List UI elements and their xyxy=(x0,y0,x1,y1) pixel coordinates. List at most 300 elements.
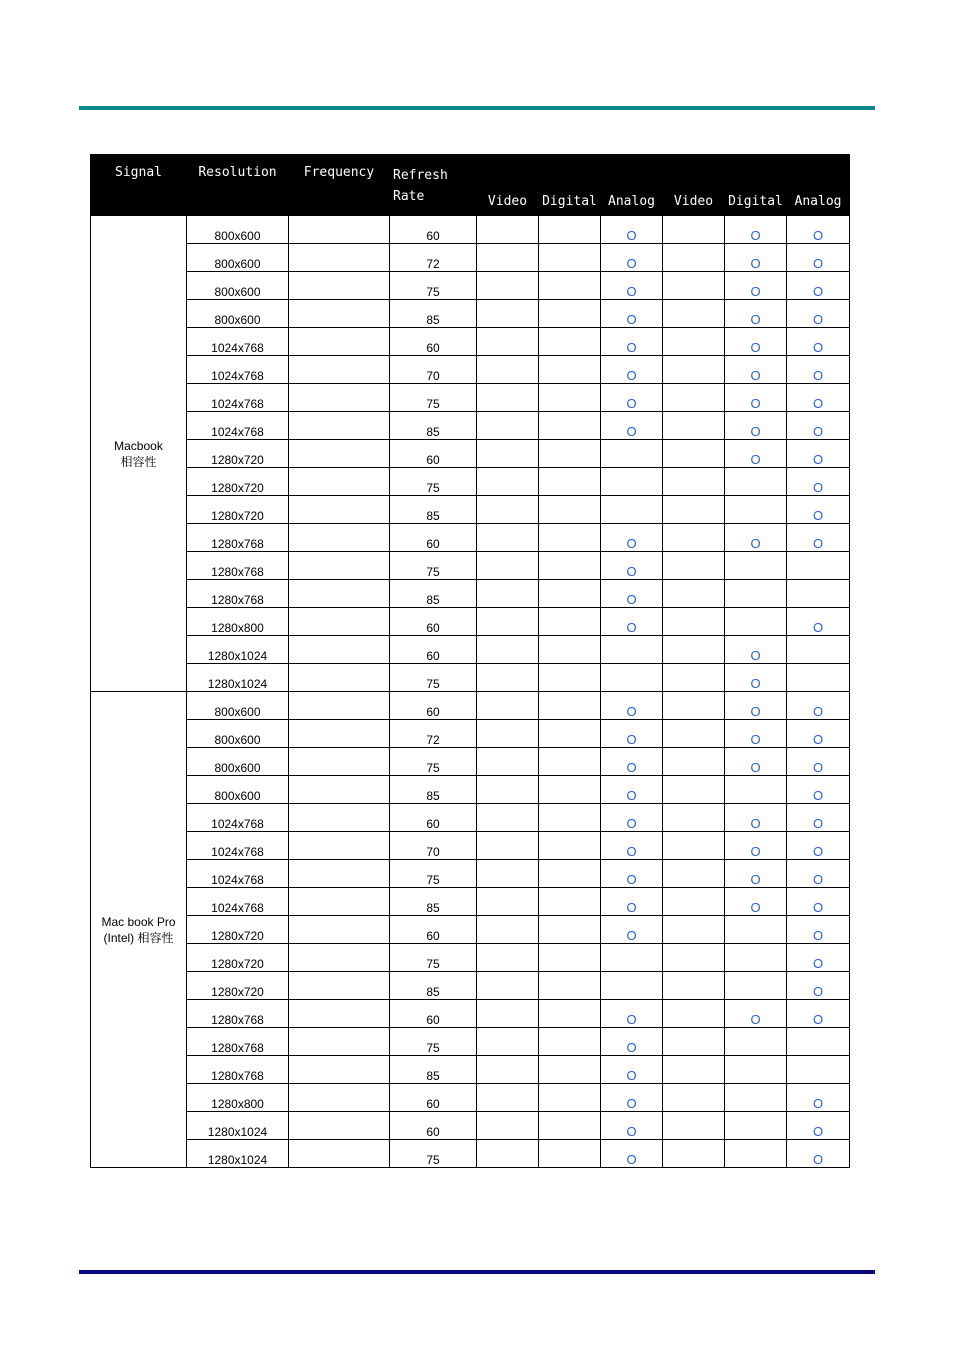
resolution-cell: 800x600 xyxy=(187,692,289,720)
analog-2-supported-mark: O xyxy=(787,1112,850,1140)
video-1-cell xyxy=(477,440,539,468)
video-2-cell xyxy=(663,328,725,356)
digital-2-supported-mark: O xyxy=(725,832,787,860)
digital-1-cell xyxy=(539,552,601,580)
resolution-cell: 1280x768 xyxy=(187,524,289,552)
frequency-cell xyxy=(289,356,390,384)
video-1-cell xyxy=(477,1056,539,1084)
video-2-cell xyxy=(663,580,725,608)
video-2-cell xyxy=(663,636,725,664)
analog-2-supported-mark: O xyxy=(787,804,850,832)
video-2-cell xyxy=(663,1112,725,1140)
refresh-rate-cell: 75 xyxy=(390,384,477,412)
analog-2-supported-mark: O xyxy=(787,832,850,860)
analog-2-cell xyxy=(787,636,850,664)
video-2-cell xyxy=(663,440,725,468)
analog-1-supported-mark: O xyxy=(601,1084,663,1112)
analog-1-supported-mark: O xyxy=(601,1028,663,1056)
digital-2-supported-mark: O xyxy=(725,804,787,832)
video-2-cell xyxy=(663,412,725,440)
analog-2-supported-mark: O xyxy=(787,860,850,888)
digital-2-cell xyxy=(725,1112,787,1140)
refresh-rate-cell: 60 xyxy=(390,1084,477,1112)
digital-1-cell xyxy=(539,944,601,972)
analog-2-supported-mark: O xyxy=(787,468,850,496)
digital-1-cell xyxy=(539,692,601,720)
analog-1-cell xyxy=(601,944,663,972)
video-2-cell xyxy=(663,524,725,552)
video-1-cell xyxy=(477,468,539,496)
digital-1-cell xyxy=(539,384,601,412)
digital-2-supported-mark: O xyxy=(725,860,787,888)
analog-1-supported-mark: O xyxy=(601,244,663,272)
digital-1-cell xyxy=(539,832,601,860)
video-2-cell xyxy=(663,608,725,636)
video-1-cell xyxy=(477,524,539,552)
analog-1-supported-mark: O xyxy=(601,692,663,720)
resolution-cell: 1024x768 xyxy=(187,356,289,384)
digital-1-cell xyxy=(539,720,601,748)
video-1-cell xyxy=(477,888,539,916)
video-1-cell xyxy=(477,384,539,412)
table-row xyxy=(91,580,850,608)
compatibility-table xyxy=(90,154,850,1168)
table-row xyxy=(91,216,850,244)
analog-2-cell xyxy=(787,552,850,580)
video-1-cell xyxy=(477,608,539,636)
resolution-cell: 1280x720 xyxy=(187,916,289,944)
resolution-cell: 1024x768 xyxy=(187,832,289,860)
analog-1-cell xyxy=(601,468,663,496)
digital-1-cell xyxy=(539,440,601,468)
video-1-cell xyxy=(477,244,539,272)
refresh-rate-cell: 85 xyxy=(390,412,477,440)
analog-2-supported-mark: O xyxy=(787,356,850,384)
frequency-cell xyxy=(289,468,390,496)
refresh-rate-cell: 75 xyxy=(390,1140,477,1168)
video-1-cell xyxy=(477,1084,539,1112)
video-1-cell xyxy=(477,552,539,580)
resolution-cell: 800x600 xyxy=(187,216,289,244)
table-row xyxy=(91,244,850,272)
video-2-cell xyxy=(663,356,725,384)
analog-1-supported-mark: O xyxy=(601,776,663,804)
digital-2-cell xyxy=(725,1140,787,1168)
analog-1-supported-mark: O xyxy=(601,804,663,832)
table-row xyxy=(91,1112,850,1140)
refresh-rate-cell: 60 xyxy=(390,524,477,552)
refresh-rate-cell: 60 xyxy=(390,216,477,244)
frequency-cell xyxy=(289,1112,390,1140)
analog-1-supported-mark: O xyxy=(601,1112,663,1140)
analog-1-supported-mark: O xyxy=(601,272,663,300)
table-row xyxy=(91,412,850,440)
header-digital-2: Digital xyxy=(725,155,787,216)
frequency-cell xyxy=(289,216,390,244)
analog-2-supported-mark: O xyxy=(787,244,850,272)
frequency-cell xyxy=(289,664,390,692)
video-1-cell xyxy=(477,496,539,524)
digital-1-cell xyxy=(539,1112,601,1140)
table-row xyxy=(91,1056,850,1084)
refresh-rate-cell: 72 xyxy=(390,244,477,272)
video-2-cell xyxy=(663,664,725,692)
analog-1-cell xyxy=(601,664,663,692)
table-row xyxy=(91,1028,850,1056)
refresh-rate-cell: 60 xyxy=(390,440,477,468)
digital-2-cell xyxy=(725,1084,787,1112)
video-2-cell xyxy=(663,720,725,748)
digital-2-supported-mark: O xyxy=(725,412,787,440)
resolution-cell: 800x600 xyxy=(187,272,289,300)
analog-1-supported-mark: O xyxy=(601,860,663,888)
analog-2-supported-mark: O xyxy=(787,916,850,944)
digital-1-cell xyxy=(539,468,601,496)
analog-2-supported-mark: O xyxy=(787,1084,850,1112)
digital-1-cell xyxy=(539,916,601,944)
video-2-cell xyxy=(663,552,725,580)
table-row xyxy=(91,916,850,944)
analog-2-supported-mark: O xyxy=(787,776,850,804)
video-2-cell xyxy=(663,776,725,804)
analog-1-cell xyxy=(601,972,663,1000)
analog-2-supported-mark: O xyxy=(787,300,850,328)
table-row xyxy=(91,552,850,580)
digital-2-cell xyxy=(725,1028,787,1056)
analog-2-supported-mark: O xyxy=(787,412,850,440)
analog-1-supported-mark: O xyxy=(601,356,663,384)
frequency-cell xyxy=(289,524,390,552)
digital-1-cell xyxy=(539,860,601,888)
video-2-cell xyxy=(663,468,725,496)
frequency-cell xyxy=(289,860,390,888)
digital-2-supported-mark: O xyxy=(725,692,787,720)
frequency-cell xyxy=(289,552,390,580)
frequency-cell xyxy=(289,888,390,916)
header-analog-2: Analog xyxy=(787,155,850,216)
frequency-cell xyxy=(289,832,390,860)
analog-2-supported-mark: O xyxy=(787,216,850,244)
frequency-cell xyxy=(289,972,390,1000)
analog-1-supported-mark: O xyxy=(601,608,663,636)
analog-1-supported-mark: O xyxy=(601,216,663,244)
frequency-cell xyxy=(289,720,390,748)
refresh-rate-cell: 75 xyxy=(390,272,477,300)
header-signal: Signal xyxy=(91,155,187,216)
analog-1-supported-mark: O xyxy=(601,524,663,552)
table-row xyxy=(91,608,850,636)
digital-2-supported-mark: O xyxy=(725,524,787,552)
analog-1-supported-mark: O xyxy=(601,748,663,776)
digital-1-cell xyxy=(539,1056,601,1084)
video-2-cell xyxy=(663,804,725,832)
table-row xyxy=(91,1000,850,1028)
frequency-cell xyxy=(289,776,390,804)
analog-2-supported-mark: O xyxy=(787,944,850,972)
refresh-rate-cell: 85 xyxy=(390,888,477,916)
digital-2-cell xyxy=(725,468,787,496)
analog-2-supported-mark: O xyxy=(787,748,850,776)
table-row xyxy=(91,1084,850,1112)
table-row xyxy=(91,664,850,692)
video-2-cell xyxy=(663,888,725,916)
video-2-cell xyxy=(663,1056,725,1084)
frequency-cell xyxy=(289,272,390,300)
footer-rule xyxy=(79,1270,875,1274)
digital-1-cell xyxy=(539,608,601,636)
header-refresh-rate: Refresh Rate xyxy=(390,155,477,216)
refresh-rate-cell: 85 xyxy=(390,972,477,1000)
refresh-rate-cell: 75 xyxy=(390,1028,477,1056)
table-row xyxy=(91,1140,850,1168)
video-2-cell xyxy=(663,272,725,300)
analog-1-supported-mark: O xyxy=(601,580,663,608)
digital-2-supported-mark: O xyxy=(725,244,787,272)
video-2-cell xyxy=(663,244,725,272)
frequency-cell xyxy=(289,636,390,664)
frequency-cell xyxy=(289,1140,390,1168)
header-resolution: Resolution xyxy=(187,155,289,216)
analog-2-cell xyxy=(787,580,850,608)
video-2-cell xyxy=(663,692,725,720)
digital-1-cell xyxy=(539,748,601,776)
header-frequency: Frequency xyxy=(289,155,390,216)
table-row xyxy=(91,384,850,412)
frequency-cell xyxy=(289,1084,390,1112)
resolution-cell: 1280x720 xyxy=(187,972,289,1000)
video-2-cell xyxy=(663,748,725,776)
frequency-cell xyxy=(289,748,390,776)
digital-1-cell xyxy=(539,1028,601,1056)
table-row xyxy=(91,748,850,776)
table-row xyxy=(91,832,850,860)
analog-1-supported-mark: O xyxy=(601,1000,663,1028)
refresh-rate-cell: 85 xyxy=(390,776,477,804)
table-row xyxy=(91,860,850,888)
refresh-rate-cell: 70 xyxy=(390,832,477,860)
video-1-cell xyxy=(477,1028,539,1056)
analog-1-cell xyxy=(601,636,663,664)
resolution-cell: 1280x1024 xyxy=(187,1140,289,1168)
analog-2-supported-mark: O xyxy=(787,496,850,524)
digital-1-cell xyxy=(539,664,601,692)
video-1-cell xyxy=(477,860,539,888)
resolution-cell: 1280x1024 xyxy=(187,636,289,664)
refresh-rate-cell: 85 xyxy=(390,300,477,328)
analog-2-supported-mark: O xyxy=(787,384,850,412)
video-2-cell xyxy=(663,944,725,972)
table-row xyxy=(91,972,850,1000)
video-2-cell xyxy=(663,860,725,888)
digital-1-cell xyxy=(539,776,601,804)
digital-1-cell xyxy=(539,888,601,916)
analog-1-supported-mark: O xyxy=(601,916,663,944)
analog-2-supported-mark: O xyxy=(787,720,850,748)
refresh-rate-cell: 85 xyxy=(390,580,477,608)
table-row xyxy=(91,720,850,748)
refresh-rate-cell: 85 xyxy=(390,496,477,524)
video-1-cell xyxy=(477,916,539,944)
analog-2-supported-mark: O xyxy=(787,608,850,636)
resolution-cell: 1024x768 xyxy=(187,412,289,440)
header-analog-1: Analog xyxy=(601,155,663,216)
digital-1-cell xyxy=(539,1084,601,1112)
video-1-cell xyxy=(477,580,539,608)
frequency-cell xyxy=(289,1028,390,1056)
table-row xyxy=(91,804,850,832)
frequency-cell xyxy=(289,1056,390,1084)
frequency-cell xyxy=(289,608,390,636)
resolution-cell: 1280x768 xyxy=(187,1000,289,1028)
resolution-cell: 1280x768 xyxy=(187,552,289,580)
frequency-cell xyxy=(289,580,390,608)
digital-2-supported-mark: O xyxy=(725,636,787,664)
frequency-cell xyxy=(289,944,390,972)
refresh-rate-cell: 75 xyxy=(390,748,477,776)
analog-2-supported-mark: O xyxy=(787,1000,850,1028)
video-2-cell xyxy=(663,972,725,1000)
digital-1-cell xyxy=(539,328,601,356)
refresh-rate-cell: 75 xyxy=(390,664,477,692)
frequency-cell xyxy=(289,1000,390,1028)
resolution-cell: 800x600 xyxy=(187,300,289,328)
video-1-cell xyxy=(477,1000,539,1028)
video-1-cell xyxy=(477,748,539,776)
analog-2-supported-mark: O xyxy=(787,692,850,720)
digital-2-supported-mark: O xyxy=(725,384,787,412)
digital-1-cell xyxy=(539,1000,601,1028)
video-1-cell xyxy=(477,832,539,860)
resolution-cell: 1280x768 xyxy=(187,1028,289,1056)
video-1-cell xyxy=(477,356,539,384)
digital-1-cell xyxy=(539,216,601,244)
refresh-rate-cell: 75 xyxy=(390,468,477,496)
analog-1-supported-mark: O xyxy=(601,1140,663,1168)
analog-2-supported-mark: O xyxy=(787,440,850,468)
resolution-cell: 1280x1024 xyxy=(187,1112,289,1140)
resolution-cell: 800x600 xyxy=(187,720,289,748)
refresh-rate-cell: 75 xyxy=(390,860,477,888)
analog-2-supported-mark: O xyxy=(787,1140,850,1168)
video-1-cell xyxy=(477,804,539,832)
digital-1-cell xyxy=(539,356,601,384)
digital-2-cell xyxy=(725,552,787,580)
analog-1-supported-mark: O xyxy=(601,412,663,440)
refresh-rate-cell: 75 xyxy=(390,552,477,580)
resolution-cell: 1280x768 xyxy=(187,1056,289,1084)
resolution-cell: 800x600 xyxy=(187,244,289,272)
analog-1-supported-mark: O xyxy=(601,384,663,412)
digital-2-supported-mark: O xyxy=(725,888,787,916)
table-row xyxy=(91,496,850,524)
refresh-rate-cell: 60 xyxy=(390,1112,477,1140)
resolution-cell: 800x600 xyxy=(187,748,289,776)
video-1-cell xyxy=(477,300,539,328)
header-video-1: Video xyxy=(477,155,539,216)
table-row xyxy=(91,776,850,804)
digital-2-supported-mark: O xyxy=(725,272,787,300)
digital-2-cell xyxy=(725,916,787,944)
analog-2-supported-mark: O xyxy=(787,888,850,916)
refresh-rate-cell: 60 xyxy=(390,692,477,720)
frequency-cell xyxy=(289,300,390,328)
video-2-cell xyxy=(663,384,725,412)
digital-1-cell xyxy=(539,524,601,552)
video-1-cell xyxy=(477,412,539,440)
video-1-cell xyxy=(477,1140,539,1168)
video-1-cell xyxy=(477,1112,539,1140)
video-1-cell xyxy=(477,944,539,972)
digital-1-cell xyxy=(539,972,601,1000)
frequency-cell xyxy=(289,412,390,440)
frequency-cell xyxy=(289,692,390,720)
resolution-cell: 1280x1024 xyxy=(187,664,289,692)
digital-1-cell xyxy=(539,804,601,832)
refresh-rate-cell: 60 xyxy=(390,636,477,664)
digital-2-cell xyxy=(725,496,787,524)
video-1-cell xyxy=(477,328,539,356)
digital-1-cell xyxy=(539,636,601,664)
frequency-cell xyxy=(289,244,390,272)
digital-1-cell xyxy=(539,300,601,328)
digital-2-cell xyxy=(725,1056,787,1084)
analog-2-supported-mark: O xyxy=(787,972,850,1000)
frequency-cell xyxy=(289,440,390,468)
digital-1-cell xyxy=(539,244,601,272)
video-2-cell xyxy=(663,1084,725,1112)
video-1-cell xyxy=(477,636,539,664)
digital-2-cell xyxy=(725,776,787,804)
resolution-cell: 1280x800 xyxy=(187,608,289,636)
video-2-cell xyxy=(663,1028,725,1056)
digital-1-cell xyxy=(539,580,601,608)
table-row xyxy=(91,468,850,496)
digital-2-supported-mark: O xyxy=(725,720,787,748)
signal-group-name: Mac book Pro (Intel) 相容性 xyxy=(91,692,187,1168)
digital-2-supported-mark: O xyxy=(725,1000,787,1028)
resolution-cell: 1280x720 xyxy=(187,468,289,496)
resolution-cell: 1280x720 xyxy=(187,440,289,468)
analog-2-supported-mark: O xyxy=(787,524,850,552)
resolution-cell: 1024x768 xyxy=(187,888,289,916)
resolution-cell: 1280x800 xyxy=(187,1084,289,1112)
analog-1-cell xyxy=(601,496,663,524)
table-row xyxy=(91,300,850,328)
digital-1-cell xyxy=(539,496,601,524)
frequency-cell xyxy=(289,496,390,524)
refresh-rate-cell: 85 xyxy=(390,1056,477,1084)
resolution-cell: 1280x720 xyxy=(187,944,289,972)
digital-2-cell xyxy=(725,944,787,972)
digital-2-supported-mark: O xyxy=(725,300,787,328)
resolution-cell: 1024x768 xyxy=(187,384,289,412)
digital-1-cell xyxy=(539,412,601,440)
video-1-cell xyxy=(477,272,539,300)
header-video-2: Video xyxy=(663,155,725,216)
table-row xyxy=(91,356,850,384)
table-row xyxy=(91,944,850,972)
digital-2-supported-mark: O xyxy=(725,356,787,384)
analog-2-supported-mark: O xyxy=(787,328,850,356)
digital-2-cell xyxy=(725,972,787,1000)
table-row xyxy=(91,524,850,552)
table-row xyxy=(91,440,850,468)
analog-2-cell xyxy=(787,1028,850,1056)
digital-2-supported-mark: O xyxy=(725,664,787,692)
resolution-cell: 1024x768 xyxy=(187,860,289,888)
resolution-cell: 1024x768 xyxy=(187,328,289,356)
table-body xyxy=(91,216,850,1168)
